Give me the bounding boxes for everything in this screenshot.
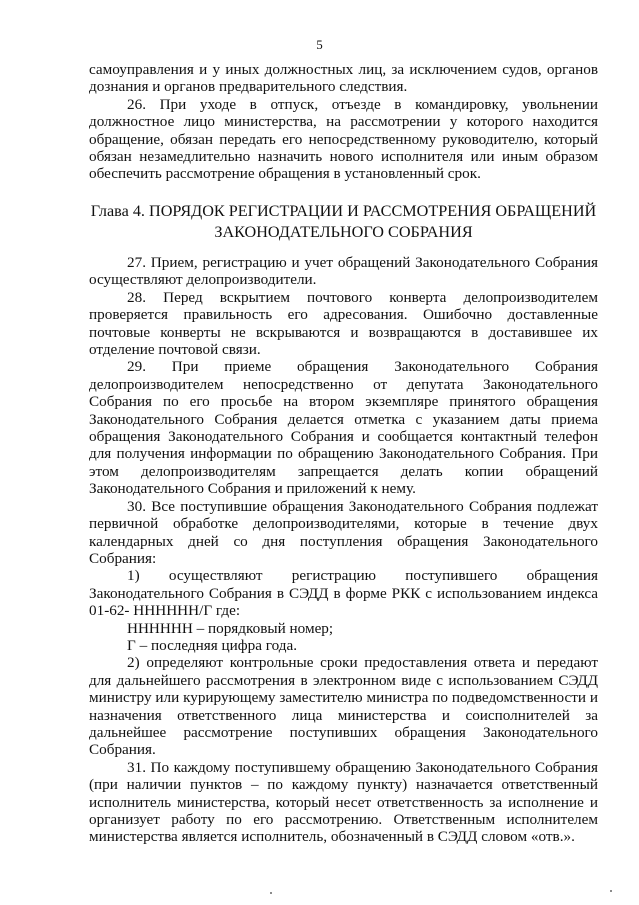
subparagraph-2: 2) определяют контрольные сроки предоставления ответа и передают для дальнейшего рассмотрения в электронном виде с использованием СЭДД министру или курирующему заместителю министра по подведомственности и назначения ответственного лица министерства и соисполнителей за дальнейшее рассмотрение поступивших обращения Законодательного Собрания. bbox=[89, 654, 598, 759]
chapter-heading-line-2: ЗАКОНОДАТЕЛЬНОГО СОБРАНИЯ bbox=[214, 223, 473, 241]
chapter-heading-line-1: Глава 4. ПОРЯДОК РЕГИСТРАЦИИ И РАССМОТРЕНИЯ ОБРАЩЕНИЙ bbox=[90, 202, 597, 220]
main-text bbox=[89, 254, 598, 846]
scan-marks bbox=[0, 888, 639, 900]
paragraph-29: 29. При приеме обращения Законодательного Собрания делопроизводителем непосредственно от депутата Законодательного Собрания по его просьбе на втором экземпляре принятого обращения Законодательного Собрания делается отметка с указанием даты приема обращения Законодательного Собрания и сообщается контактный телефон для получения информации по обращению Законодательного Собрания. При этом делопроизводителям запрещается делать копии обращений Законодательного Собрания и приложений к нему. bbox=[89, 358, 598, 498]
scan-speck bbox=[610, 890, 612, 892]
paragraph-26: 26. При уходе в отпуск, отъезде в командировку, увольнении должностное лицо министерства, на рассмотрении у которого находится обращение, обязан передать его непосредственному руководителю, который обязан незамедлительно назначить нового исполнителя или иным образом обеспечить рассмотрение обращения в установленный срок. bbox=[89, 95, 598, 183]
paragraph-31: 31. По каждому поступившему обращению Законодательного Собрания (при наличии пунктов – по каждому пункту) назначается ответственный исполнитель министерства, который несет ответственность за исполнение и организует работу по его рассмотрению. Ответственным исполнителем министерства является исполнитель, обозначенный в СЭДД словом «отв.». bbox=[89, 758, 598, 846]
chapter-heading bbox=[89, 201, 598, 243]
index-definition-number: НННННН – порядковый номер; bbox=[127, 619, 334, 637]
subparagraph-1: 1) осуществляют регистрацию поступившего обращения Законодательного Собрания в СЭДД в форме РКК с использованием индекса 01-62- НННННН/Г где: bbox=[89, 567, 598, 620]
paragraph-28: 28. Перед вскрытием почтового конверта делопроизводителем проверяется правильность его адресования. Ошибочно доставленные почтовые конверты не вскрываются и возвращаются в доставившее их отделение почтовой связи. bbox=[89, 288, 598, 359]
paragraph-27: 27. Прием, регистрацию и учет обращений Законодательного Собрания осуществляют делопроизводители. bbox=[89, 254, 598, 289]
page-number: 5 bbox=[316, 37, 323, 52]
index-definition-year: Г – последняя цифра года. bbox=[127, 636, 298, 654]
scan-speck bbox=[270, 892, 272, 894]
paragraph-30: 30. Все поступившие обращения Законодательного Собрания подлежат первичной обработке делопроизводителями, которые в течение двух календарных дней со дня поступления обращения Законодательного Собрания: bbox=[89, 497, 598, 567]
intro-text bbox=[89, 61, 598, 183]
paragraph-continuation: самоуправления и у иных должностных лиц, за исключением судов, органов дознания и органов предварительного следствия. bbox=[89, 61, 598, 96]
